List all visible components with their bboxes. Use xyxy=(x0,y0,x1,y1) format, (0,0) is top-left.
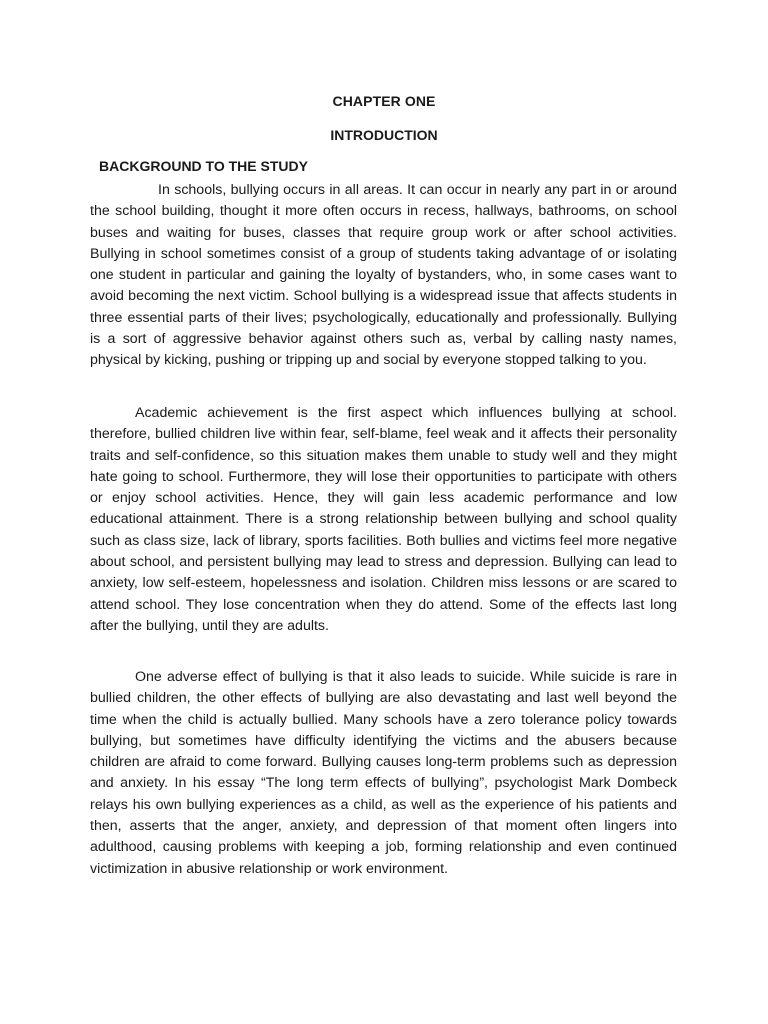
paragraph-1: In schools, bullying occurs in all areas. It can occur in nearly any part in or around the school building, thought it more often occurs in recess, hallways, bathrooms, on school buses and waiting for buses, classes that require group work or after school activities. Bullying in school sometimes consist of a group of students taking advantage of or isolating one student in particular and gaining the loyalty of bystanders, who, in some cases want to avoid becoming the next victim. School bullying is a widespread issue that affects students in three essential parts of their lives; psychologically, educationally and professionally. Bullying is a sort of aggressive behavior against others such as, verbal by calling nasty names, physical by kicking, pushing or tripping up and social by everyone stopped talking to you. xyxy=(90,182,677,369)
subsection-title: BACKGROUND TO THE STUDY xyxy=(99,158,308,174)
chapter-title: CHAPTER ONE xyxy=(332,93,436,109)
paragraph-2: Academic achievement is the first aspect which influences bullying at school. therefore, bullied children live within fear, self-blame, feel weak and it affects their personality traits and self-confidence, so this situation makes them unable to study well and they might hate going to school. Furthermore, they will lose their opportunities to participate with others or enjoy school activities. Hence, they will gain less academic performance and low educational attainment. There is a strong relationship between bullying and school quality such as class size, lack of library, sports facilities. Both bullies and victims feel more negative about school, and persistent bullying may lead to stress and depression. Bullying can lead to anxiety, low self-esteem, hopelessness and isolation. Children miss lessons or are scared to attend school. They lose concentration when they do attend. Some of the effects last long after the bullying, until they are adults. xyxy=(90,405,677,634)
section-title: INTRODUCTION xyxy=(330,127,438,143)
paragraph-3: One adverse effect of bullying is that it also leads to suicide. While suicide is rare in bullied children, the other effects of bullying are also devastating and last well beyond the time when the child is actually bullied. Many schools have a zero tolerance policy towards bullying, but sometimes have difficulty identifying the victims and the abusers because children are afraid to come forward. Bullying causes long-term problems such as depression and anxiety. In his essay “The long term effects of bullying”, psychologist Mark Dombeck relays his own bullying experiences as a child, as well as the experience of his patients and then, asserts that the anger, anxiety, and depression of that moment often lingers into adulthood, causing problems with keeping a job, forming relationship and even continued victimization in abusive relationship or work environment. xyxy=(90,669,677,877)
